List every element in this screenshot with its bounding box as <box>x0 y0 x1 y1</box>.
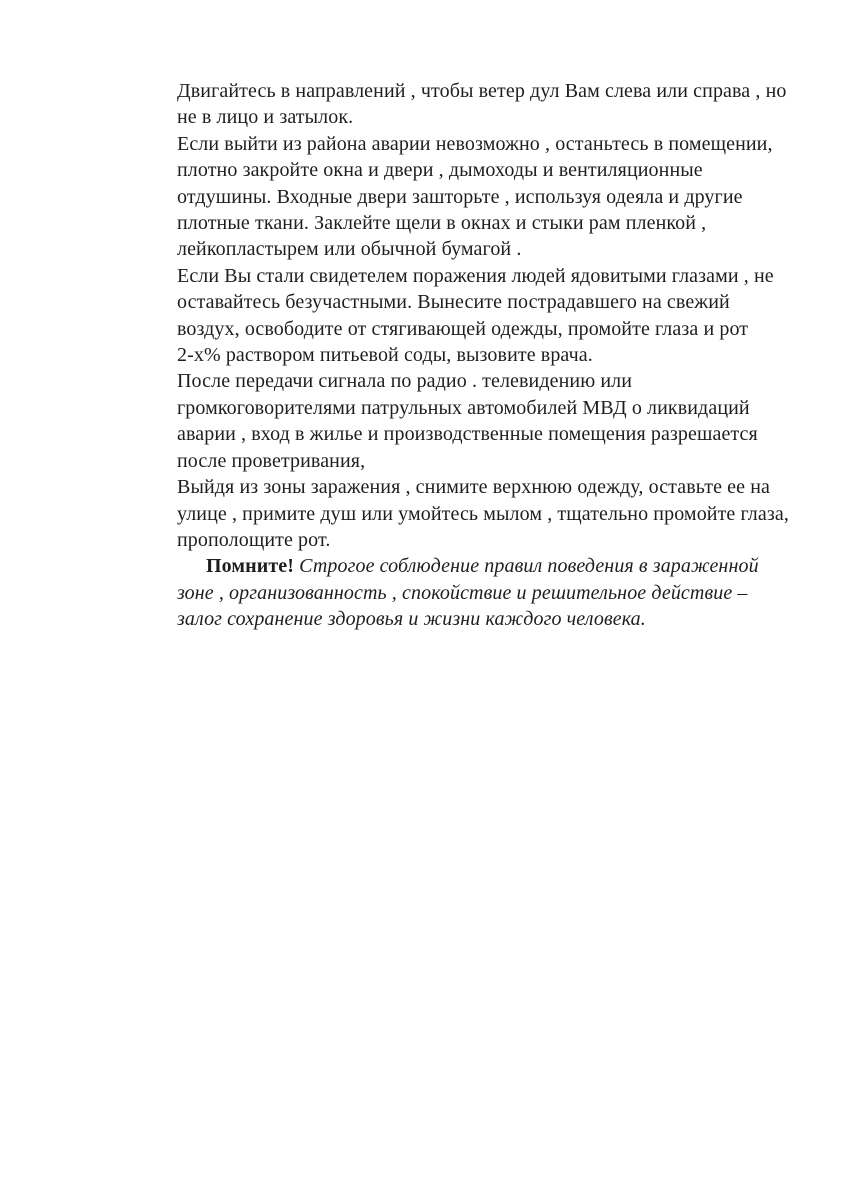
text-segment: улице , примите душ или умойтесь мылом , тщательно промойте глаза, <box>177 502 789 525</box>
text-segment: плотно закройте окна и двери , дымоходы и вентиляционные <box>177 159 703 182</box>
text-line <box>177 342 807 368</box>
text-line <box>177 289 807 315</box>
text-segment: воздух, освободите от стягивающей одежды, промойте глаза и рот <box>177 317 749 340</box>
text-line <box>177 104 807 130</box>
text-segment: громкоговорителями патрульных автомобилей МВД о ликвидаций <box>177 396 750 419</box>
text-segment: аварии , вход в жилье и производственные помещения разрешается <box>177 423 758 446</box>
text-line <box>177 580 807 606</box>
text-segment: оставайтесь безучастными. Вынесите пострадавшего на свежий <box>177 291 730 314</box>
text-line <box>177 474 807 500</box>
text-line <box>177 78 807 104</box>
text-segment: залог сохранение здоровья и жизни каждого человека. <box>177 608 646 631</box>
text-segment: отдушины. Входные двери зашторьте , используя одеяла и другие <box>177 185 743 208</box>
text-segment: 2-х% раствором питьевой соды, вызовите врача. <box>177 344 593 367</box>
text-segment: Выйдя из зоны заражения , снимите верхнюю одежду, оставьте ее на <box>177 476 770 499</box>
text-line <box>177 236 807 262</box>
text-line <box>177 316 807 342</box>
text-line <box>177 527 807 553</box>
text-segment: лейкопластырем или обычной бумагой . <box>177 238 522 261</box>
text-segment: Двигайтесь в направлений , чтобы ветер дул Вам слева или справа , но <box>177 80 787 102</box>
text-segment: После передачи сигнала по радио . телевидению или <box>177 370 633 393</box>
text-segment: Если Вы стали свидетелем поражения людей ядовитыми глазами , не <box>177 264 774 287</box>
text-segment: Если выйти из района аварии невозможно , останьтесь в помещении, <box>177 132 773 155</box>
text-segment: не в лицо и затылок. <box>177 106 354 129</box>
text-line <box>177 553 807 579</box>
text-line <box>177 395 807 421</box>
text-segment: плотные ткани. Заклейте щели в окнах и стыки рам пленкой , <box>177 212 707 235</box>
text-line <box>177 157 807 183</box>
text-line <box>177 210 807 236</box>
text-line <box>177 184 807 210</box>
document-text-block <box>177 78 807 633</box>
text-line <box>177 368 807 394</box>
text-segment: прополощите рот. <box>177 528 331 551</box>
text-line <box>177 421 807 447</box>
text-segment: после проветривания, <box>177 449 366 472</box>
text-segment: зоне , организованность , спокойствие и решительное действие – <box>177 581 748 604</box>
text-line <box>177 501 807 527</box>
text-segment: Помните! <box>206 555 295 578</box>
text-segment: Строгое соблюдение правил поведения в зараженной <box>299 555 759 578</box>
text-line <box>177 606 807 632</box>
text-line <box>177 131 807 157</box>
text-line <box>177 263 807 289</box>
text-line <box>177 448 807 474</box>
